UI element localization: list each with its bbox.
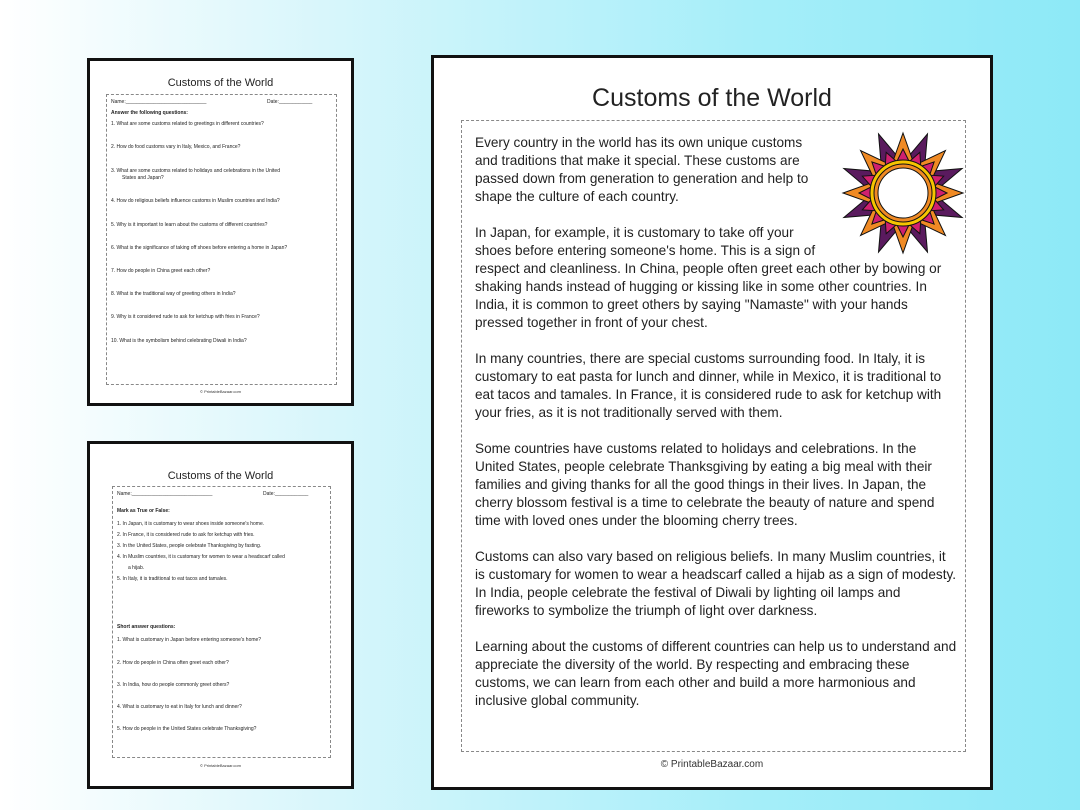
question-item: 10. What is the symbolism behind celebrating Diwali in India?: [111, 338, 247, 344]
worksheet-title: Customs of the World: [167, 77, 274, 89]
text-line: In Japan, for example, it is customary to take off your: [475, 225, 794, 240]
short-answer-item: 5. How do people in the United States celebrate Thanksgiving?: [117, 726, 257, 732]
worksheet-questions-thumbnail[interactable]: [87, 58, 354, 406]
question-item: 7. How do people in China greet each other?: [111, 268, 211, 274]
name-field: Name:_____________________________: [111, 99, 207, 105]
paragraph-holidays: Some countries have customs related to holidays and celebrations. In the United States, people celebrate Thanksgiving by eating a big meal with their families and giving thanks for all the good things in their lives. In Japan, the cherry blossom festival is a time to celebrate the beauty of nature and spend time with loved ones under the blooming cherry trees.: [475, 441, 935, 528]
worksheet-title: Customs of the World: [167, 470, 274, 482]
paragraph-religion: Customs can also vary based on religious beliefs. In many Muslim countries, it is customary for women to wear a headscarf called a hijab as a sign of modesty. In India, people celebrate the festival of Diwali by lighting oil lamps and fireworks to symbolize the triumph of light over darkness.: [475, 549, 957, 618]
question-continuation: States and Japan?: [122, 175, 164, 181]
tf-heading: Mark as True or False:: [117, 508, 170, 514]
tf-item: 1. In Japan, it is customary to wear shoes inside someone's home.: [117, 521, 265, 527]
text-line: shoes before entering someone's home. This is a sign of: [475, 243, 816, 258]
question-item: 9. Why is it considered rude to ask for ketchup with fries in France?: [111, 314, 260, 320]
paragraph-conclusion: Learning about the customs of different countries can help us to understand and appreciate the diversity of the world. By respecting and embracing these customs, we can learn from each other and build a more harmonious and inclusive global community.: [475, 639, 957, 708]
copyright: © PrintableBazaar.com: [660, 759, 764, 770]
tf-continuation: a hijab.: [128, 565, 145, 571]
short-answer-item: 3. In India, how do people commonly greet others?: [117, 682, 230, 688]
tf-item: 3. In the United States, people celebrate Thanksgiving by fasting.: [117, 543, 262, 549]
text-line: Every country in the world has its own unique customs: [475, 135, 803, 150]
paragraph-food: In many countries, there are special customs surrounding food. In Italy, it is customary to eat pasta for lunch and dinner, while in Mexico, it is traditional to eat tacos and tamales. In France, it is considered rude to ask for ketchup with your fries, as it is not traditionally served with them.: [475, 351, 942, 420]
question-item: 8. What is the traditional way of greeting others in India?: [111, 291, 236, 297]
short-answer-item: 2. How do people in China often greet each other?: [117, 660, 229, 666]
question-item: 6. What is the significance of taking off shoes before entering a home in Japan?: [111, 245, 288, 251]
section-heading: Answer the following questions:: [111, 110, 188, 116]
paragraph-greetings: [475, 224, 957, 332]
question-item: 3. What are some customs related to holidays and celebrations in the United: [111, 168, 280, 174]
short-answer-item: 1. What is customary in Japan before entering someone's home?: [117, 637, 262, 643]
date-field: Date:____________: [263, 491, 309, 497]
text-line: respect and cleanliness. In China, people often greet each other by bowing or shaking hands instead of hugging or kissing like in some other countries. In India, it is common to greet others by saying "Namaste" with your hands pressed together in front of your chest.: [475, 261, 942, 330]
question-item: 1. What are some customs related to greetings in different countries?: [111, 121, 264, 127]
worksheet-true-false-thumbnail[interactable]: [87, 441, 354, 789]
tf-item: 2. In France, it is considered rude to ask for ketchup with fries.: [117, 532, 255, 538]
question-item: 5. Why is it important to learn about the customs of different countries?: [111, 222, 268, 228]
name-field: Name:_____________________________: [117, 491, 213, 497]
copyright: © PrintableBazaar.com: [200, 763, 241, 768]
worksheet-frame: [112, 486, 331, 758]
text-line: passed down from generation to generation and help to: [475, 171, 809, 186]
passage-body: [475, 134, 957, 728]
short-answer-heading: Short answer questions:: [117, 624, 176, 630]
tf-item: 4. In Muslim countries, it is customary for women to wear a headscarf called: [117, 554, 285, 560]
text-line: and traditions that make it special. These customs are: [475, 153, 800, 168]
copyright: © PrintableBazaar.com: [200, 389, 241, 394]
short-answer-item: 4. What is customary to eat in Italy for lunch and dinner?: [117, 704, 242, 710]
paragraph-intro: [475, 134, 957, 206]
question-item: 4. How do religious beliefs influence customs in Muslim countries and India?: [111, 198, 280, 204]
page-title: Customs of the World: [592, 84, 832, 112]
tf-item: 5. In Italy, it is traditional to eat tacos and tamales.: [117, 576, 228, 582]
text-line: shape the culture of each country.: [475, 189, 679, 204]
worksheet-frame: [106, 94, 337, 385]
date-field: Date:____________: [267, 99, 313, 105]
reading-passage-page[interactable]: [431, 55, 993, 790]
question-item: 2. How do food customs vary in Italy, Mexico, and France?: [111, 144, 241, 150]
